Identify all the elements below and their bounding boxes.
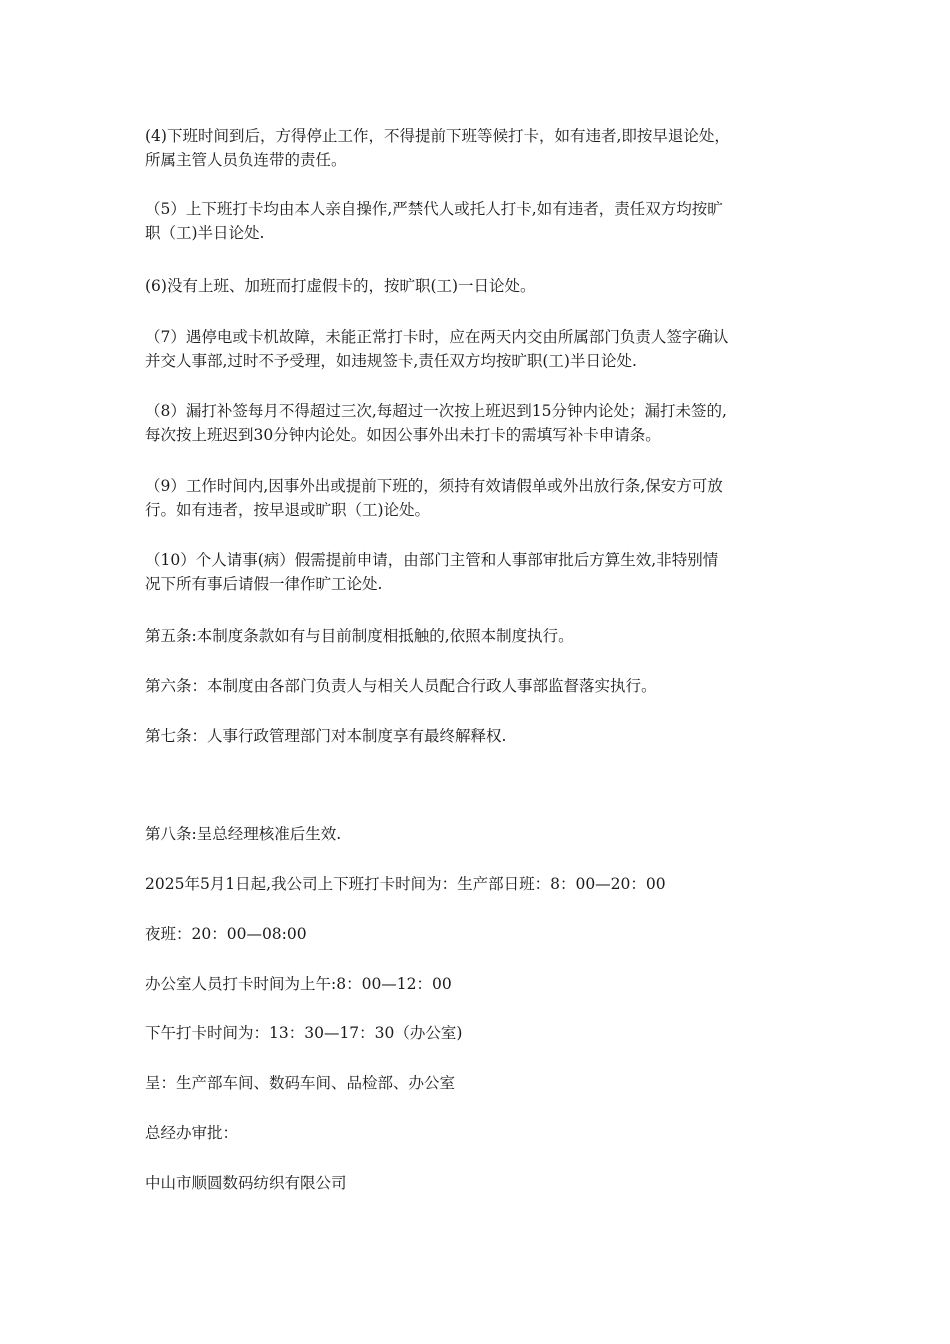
approval-line — [145, 1121, 810, 1145]
schedule-office-morning — [145, 972, 810, 996]
text-line: 并交人事部,过时不予受理，如违规签卡,责任双方均按旷职(工)半日论处. — [145, 352, 637, 370]
paragraph-clause-7 — [145, 325, 810, 373]
paragraph-clause-8 — [145, 399, 810, 447]
text-line: 第七条：人事行政管理部门对本制度享有最终解释权. — [145, 727, 507, 745]
text-line: 第六条：本制度由各部门负责人与相关人员配合行政人事部监督落实执行。 — [145, 677, 657, 695]
paragraph-clause-6 — [145, 274, 810, 298]
text-line: 夜班：20：00—08:00 — [145, 925, 307, 943]
schedule-office-afternoon — [145, 1021, 810, 1045]
text-line: 况下所有事后请假一律作旷工论处. — [145, 575, 383, 593]
schedule-night-shift — [145, 922, 810, 946]
text-line: （10）个人请事(病）假需提前申请，由部门主管和人事部审批后方算生效,非特别情 — [145, 551, 719, 569]
text-line: （8）漏打补签每月不得超过三次,每超过一次按上班迟到15分钟内论处；漏打未签的, — [145, 402, 727, 420]
paragraph-clause-5 — [145, 197, 810, 245]
text-line: 行。如有违者，按早退或旷职（工)论处。 — [145, 501, 431, 519]
text-line: 中山市顺圆数码纺织有限公司 — [145, 1174, 347, 1192]
article-5 — [145, 624, 810, 648]
text-line: 每次按上班迟到30分钟内论处。如因公事外出未打卡的需填写补卡申请条。 — [145, 426, 661, 444]
text-line: 办公室人员打卡时间为上午:8：00—12：00 — [145, 975, 452, 993]
text-line: 职（工)半日论处. — [145, 224, 265, 242]
company-name — [145, 1171, 810, 1195]
text-line: 呈：生产部车间、数码车间、品检部、办公室 — [145, 1074, 456, 1092]
text-line: 第八条:呈总经理核准后生效. — [145, 825, 342, 843]
text-line: 第五条:本制度条款如有与目前制度相抵触的,依照本制度执行。 — [145, 627, 574, 645]
text-line: 下午打卡时间为：13：30—17：30（办公室) — [145, 1024, 463, 1042]
article-7 — [145, 724, 810, 748]
article-6 — [145, 674, 810, 698]
paragraph-clause-4 — [145, 124, 810, 172]
schedule-production-day — [145, 872, 810, 896]
text-line: 总经办审批： — [145, 1124, 239, 1142]
paragraph-clause-9 — [145, 474, 810, 522]
text-line: (6)没有上班、加班而打虚假卡的，按旷职(工)一日论处。 — [145, 277, 536, 295]
article-8 — [145, 822, 810, 846]
text-line: 2025年5月1日起,我公司上下班打卡时间为：生产部日班：8：00—20：00 — [145, 875, 666, 893]
text-line: （9）工作时间内,因事外出或提前下班的，须持有效请假单或外出放行条,保安方可放 — [145, 477, 723, 495]
text-line: （7）遇停电或卡机故障，未能正常打卡时，应在两天内交由所属部门负责人签字确认 — [145, 328, 729, 346]
text-line: 所属主管人员负连带的责任。 — [145, 151, 347, 169]
text-line: （5）上下班打卡均由本人亲自操作,严禁代人或托人打卡,如有违者，责任双方均按旷 — [145, 200, 723, 218]
paragraph-clause-10 — [145, 548, 810, 596]
distribution-list — [145, 1071, 810, 1095]
text-line: (4)下班时间到后，方得停止工作，不得提前下班等候打卡，如有违者,即按早退论处， — [145, 127, 730, 145]
